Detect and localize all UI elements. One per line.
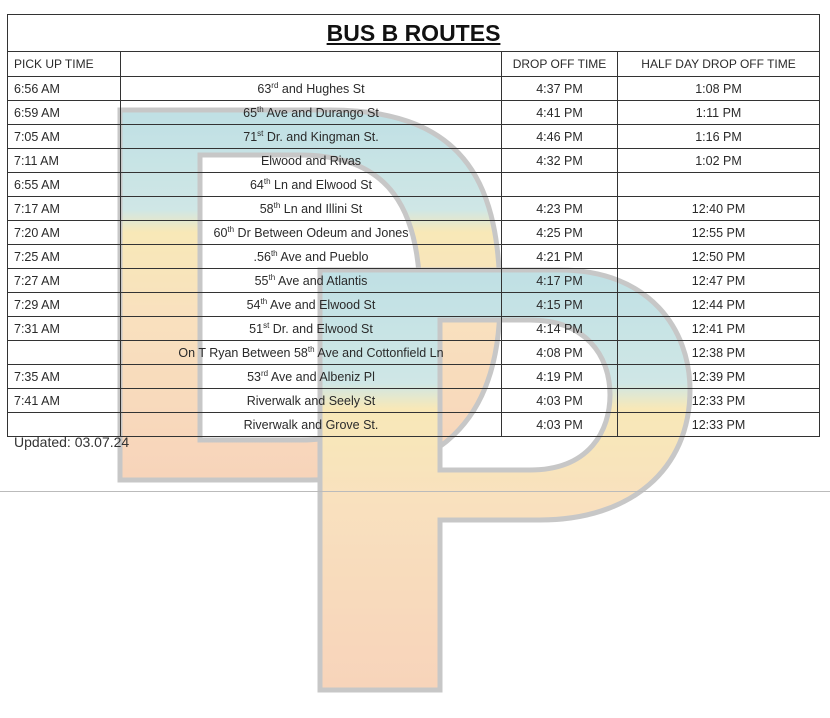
location-text-rest: Ave and Pueblo: [277, 249, 369, 264]
location-cell: [121, 149, 502, 173]
location-cell: [121, 197, 502, 221]
location-text-rest: Dr Between Odeum and Jones: [234, 225, 409, 240]
table-row: [8, 269, 820, 293]
dropoff-time-cell: 4:14 PM: [502, 317, 618, 341]
location-cell: [121, 389, 502, 413]
ordinal-suffix: th: [270, 248, 278, 258]
pickup-time-cell: [8, 413, 121, 437]
ordinal-suffix: rd: [271, 80, 279, 90]
updated-date: Updated: 03.07.24: [14, 434, 130, 450]
half-day-dropoff-cell: 12:50 PM: [618, 245, 820, 269]
pickup-time-cell: 7:17 AM: [8, 197, 121, 221]
pickup-time-cell: 6:59 AM: [8, 101, 121, 125]
pickup-time-cell: 7:29 AM: [8, 293, 121, 317]
location-cell: [121, 77, 502, 101]
location-text: 54: [246, 297, 261, 312]
dropoff-time-cell: 4:46 PM: [502, 125, 618, 149]
title-row: [8, 15, 820, 52]
table-row: [8, 197, 820, 221]
location-text-rest: Dr. and Kingman St.: [263, 129, 379, 144]
location-text: 55: [254, 273, 269, 288]
dropoff-time-cell: 4:21 PM: [502, 245, 618, 269]
location-text-rest: Ln and Illini St: [280, 201, 363, 216]
dropoff-time-cell: 4:25 PM: [502, 221, 618, 245]
half-day-dropoff-cell: 1:08 PM: [618, 77, 820, 101]
table-row: [8, 317, 820, 341]
dropoff-time-cell: 4:37 PM: [502, 77, 618, 101]
bus-route-table: [7, 14, 820, 437]
half-day-dropoff-cell: 12:44 PM: [618, 293, 820, 317]
dropoff-time-cell: 4:03 PM: [502, 389, 618, 413]
half-day-dropoff-cell: 12:33 PM: [618, 389, 820, 413]
location-text: 65: [243, 105, 258, 120]
dropoff-time-cell: 4:23 PM: [502, 197, 618, 221]
table-row: [8, 101, 820, 125]
dropoff-time-cell: 4:41 PM: [502, 101, 618, 125]
ordinal-suffix: th: [260, 296, 268, 306]
location-cell: [121, 125, 502, 149]
pickup-time-cell: 7:20 AM: [8, 221, 121, 245]
header-pickup-time: PICK UP TIME: [8, 52, 121, 77]
header-half-day-dropoff: HALF DAY DROP OFF TIME: [618, 52, 820, 77]
pickup-time-cell: 7:25 AM: [8, 245, 121, 269]
ordinal-suffix: rd: [260, 368, 269, 378]
location-text: 53: [247, 369, 261, 384]
pickup-time-cell: 7:05 AM: [8, 125, 121, 149]
ordinal-suffix: th: [227, 224, 235, 234]
pickup-time-cell: 7:35 AM: [8, 365, 121, 389]
location-text: .56: [253, 249, 271, 264]
dropoff-time-cell: 4:03 PM: [502, 413, 618, 437]
dropoff-time-cell: 4:17 PM: [502, 269, 618, 293]
ordinal-suffix: th: [263, 176, 271, 186]
location-cell: [121, 341, 502, 365]
location-cell: [121, 365, 502, 389]
half-day-dropoff-cell: 1:02 PM: [618, 149, 820, 173]
location-text-rest: Ave and Cottonfield Ln: [314, 345, 444, 360]
header-dropoff-time: DROP OFF TIME: [502, 52, 618, 77]
half-day-dropoff-cell: 12:38 PM: [618, 341, 820, 365]
table-row: [8, 149, 820, 173]
table-row: [8, 173, 820, 197]
location-text-rest: Ave and Atlantis: [275, 273, 368, 288]
location-cell: [121, 221, 502, 245]
location-text: 64: [249, 177, 264, 192]
half-day-dropoff-cell: 1:11 PM: [618, 101, 820, 125]
half-day-dropoff-cell: [618, 173, 820, 197]
ordinal-suffix: th: [268, 272, 276, 282]
table-row: [8, 365, 820, 389]
table-row: [8, 293, 820, 317]
pickup-time-cell: [8, 341, 121, 365]
pickup-time-cell: 6:56 AM: [8, 77, 121, 101]
horizontal-divider: [0, 491, 830, 492]
location-cell: [121, 293, 502, 317]
header-location: [121, 52, 502, 77]
pickup-time-cell: 7:27 AM: [8, 269, 121, 293]
pickup-time-cell: 7:31 AM: [8, 317, 121, 341]
half-day-dropoff-cell: 12:39 PM: [618, 365, 820, 389]
table-row: [8, 413, 820, 437]
half-day-dropoff-cell: 12:41 PM: [618, 317, 820, 341]
route-rows: [8, 77, 820, 437]
pickup-time-cell: 6:55 AM: [8, 173, 121, 197]
location-cell: [121, 269, 502, 293]
table-row: [8, 77, 820, 101]
location-text-rest: Ave and Durango St: [263, 105, 379, 120]
half-day-dropoff-cell: 12:47 PM: [618, 269, 820, 293]
page-title: BUS B ROUTES: [8, 15, 820, 52]
half-day-dropoff-cell: 1:16 PM: [618, 125, 820, 149]
location-text-rest: Ave and Elwood St: [267, 297, 376, 312]
location-text: Riverwalk and Seely St: [246, 393, 376, 408]
location-text: 58: [259, 201, 274, 216]
ordinal-suffix: th: [307, 344, 315, 354]
location-text: 51: [249, 321, 264, 336]
location-cell: [121, 317, 502, 341]
dropoff-time-cell: 4:15 PM: [502, 293, 618, 317]
half-day-dropoff-cell: 12:55 PM: [618, 221, 820, 245]
half-day-dropoff-cell: 12:40 PM: [618, 197, 820, 221]
pickup-time-cell: 7:11 AM: [8, 149, 121, 173]
location-text-rest: Ln and Elwood St: [270, 177, 373, 192]
location-cell: [121, 101, 502, 125]
location-text: Elwood and Rivas: [260, 153, 362, 168]
table-row: [8, 125, 820, 149]
location-cell: [121, 173, 502, 197]
pickup-time-cell: 7:41 AM: [8, 389, 121, 413]
dropoff-time-cell: 4:08 PM: [502, 341, 618, 365]
dropoff-time-cell: [502, 173, 618, 197]
header-row: [8, 52, 820, 77]
location-text: Riverwalk and Grove St.: [243, 417, 379, 432]
location-text: 63: [257, 81, 272, 96]
dropoff-time-cell: 4:32 PM: [502, 149, 618, 173]
table-row: [8, 341, 820, 365]
ordinal-suffix: st: [263, 320, 270, 330]
location-text: 71: [243, 129, 258, 144]
location-text-rest: Ave and Albeniz Pl: [268, 369, 375, 384]
table-row: [8, 221, 820, 245]
table-row: [8, 389, 820, 413]
location-text-rest: and Hughes St: [278, 81, 365, 96]
location-text-rest: Dr. and Elwood St: [269, 321, 373, 336]
location-cell: [121, 245, 502, 269]
ordinal-suffix: th: [257, 104, 264, 114]
location-text: On T Ryan Between 58: [178, 345, 308, 360]
location-text: 60: [213, 225, 228, 240]
dropoff-time-cell: 4:19 PM: [502, 365, 618, 389]
ordinal-suffix: st: [257, 128, 264, 138]
half-day-dropoff-cell: 12:33 PM: [618, 413, 820, 437]
ordinal-suffix: th: [273, 200, 281, 210]
table-row: [8, 245, 820, 269]
location-cell: [121, 413, 502, 437]
